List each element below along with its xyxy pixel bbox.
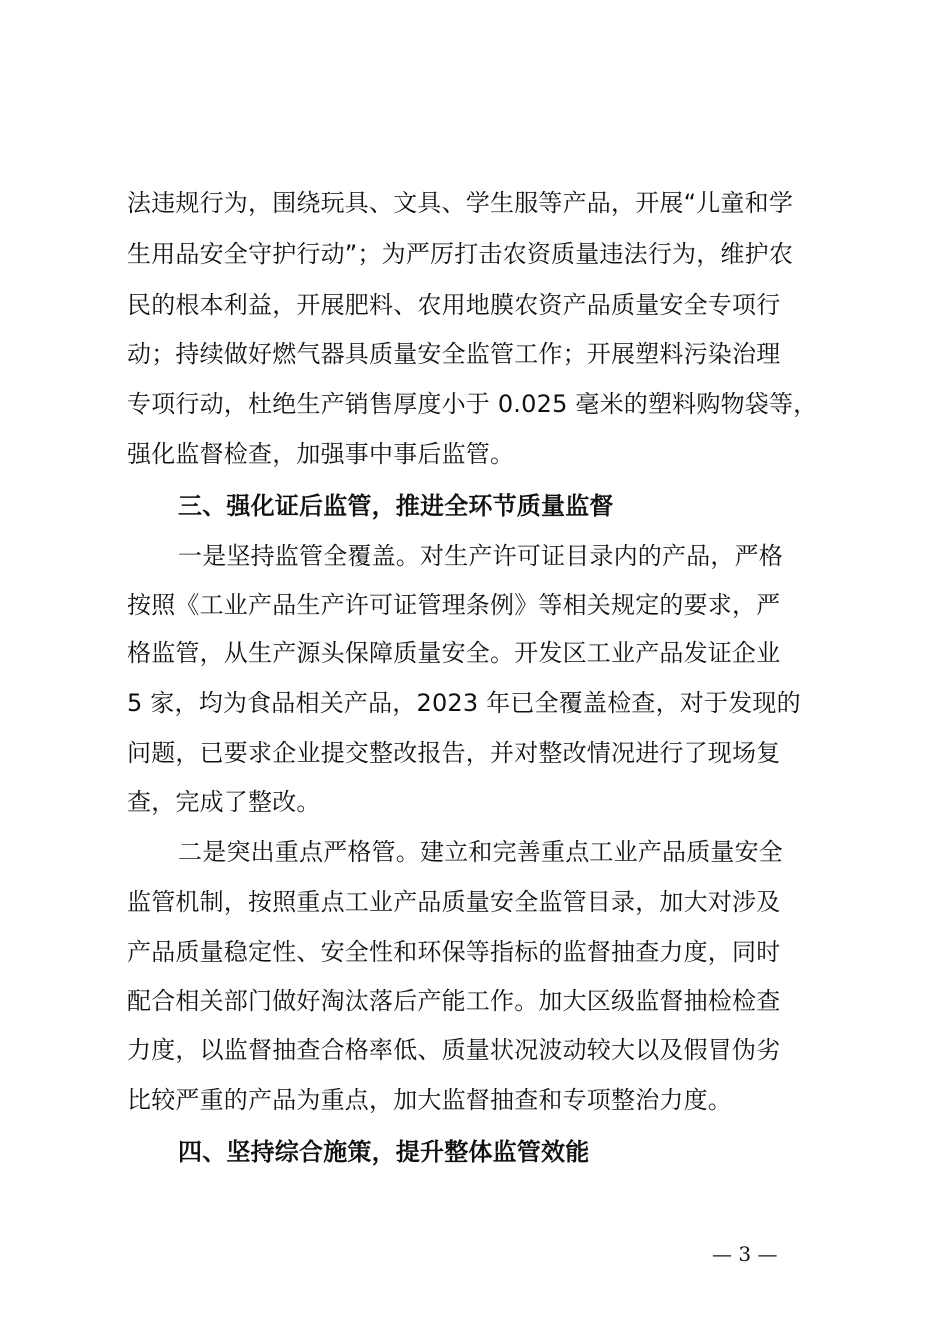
paragraph-line: 配合相关部门做好淘汰落后产能工作。加大区级监督抽检检查 [127,987,781,1015]
paragraph-line: 产品质量稳定性、安全性和环保等指标的监督抽查力度，同时 [127,938,781,966]
body-line: 生用品安全守护行动”；为严厉打击农资质量违法行为，维护农 [127,240,794,268]
body-line: 民的根本利益，开展肥料、农用地膜农资产品质量安全专项行 [127,291,781,319]
section-heading: 四、坚持综合施策，提升整体监管效能 [178,1138,590,1166]
paragraph-line: 力度，以监督抽查合格率低、质量状况波动较大以及假冒伪劣 [127,1036,781,1064]
body-line: 专项行动，杜绝生产销售厚度小于 0.025 毫米的塑料购物袋等， [127,390,818,418]
paragraph-line: 二是突出重点严格管。建立和完善重点工业产品质量安全 [178,838,783,866]
paragraph-line: 格监管，从生产源头保障质量安全。开发区工业产品发证企业 [127,639,781,667]
paragraph-line: 监管机制，按照重点工业产品质量安全监管目录，加大对涉及 [127,888,781,916]
paragraph-line: 5 家，均为食品相关产品，2023 年已全覆盖检查，对于发现的 [127,689,801,717]
body-line: 强化监督检查，加强事中事后监管。 [127,440,515,468]
paragraph-line: 一是坚持监管全覆盖。对生产许可证目录内的产品，严格 [178,542,783,570]
paragraph-line: 按照《工业产品生产许可证管理条例》等相关规定的要求，严 [127,591,781,619]
paragraph-line: 查，完成了整改。 [127,788,321,816]
paragraph-line: 比较严重的产品为重点，加大监督抽查和专项整治力度。 [127,1086,732,1114]
section-heading: 三、强化证后监管，推进全环节质量监督 [178,492,614,520]
body-line: 动；持续做好燃气器具质量安全监管工作；开展塑料污染治理 [127,340,781,368]
paragraph-line: 问题，已要求企业提交整改报告，并对整改情况进行了现场复 [127,739,781,767]
page-number: — 3 — [712,1242,778,1266]
body-line: 法违规行为，围绕玩具、文具、学生服等产品，开展“儿童和学 [127,189,794,217]
